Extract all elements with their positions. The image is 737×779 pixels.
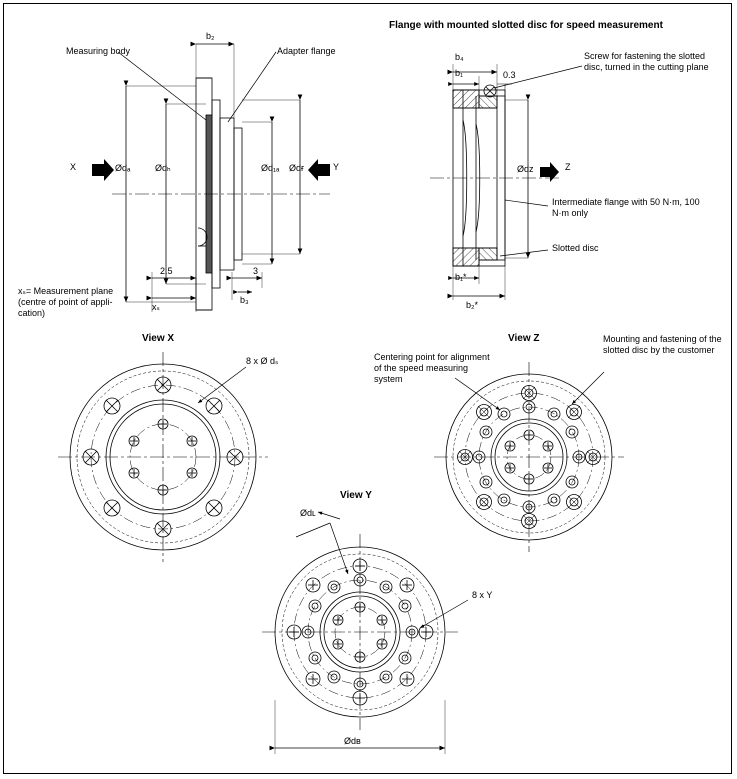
view-x-title: View X <box>142 333 175 344</box>
dim-2-5: 2.5 <box>160 266 173 276</box>
dim-0-3: 0.3 <box>503 70 516 80</box>
dim-b1-star: b₁* <box>455 272 467 282</box>
note-mounting-fastening: Mounting and fastening of the slotted disc by the customer <box>603 334 722 355</box>
dim-3: 3 <box>253 266 259 276</box>
dim-b3: b₃ <box>240 295 249 305</box>
dim-dz: Ødᴢ <box>517 164 534 174</box>
note-measurement-plane: xₛ= Measurement plane (centre of point of appli- cation) <box>18 286 114 318</box>
label-arrow-z: Z <box>565 162 571 172</box>
label-8x-ds: 8 x Ø dₛ <box>246 356 279 366</box>
dim-d1a: Ød₁ₐ <box>261 163 280 173</box>
label-8x-y: 8 x Y <box>472 590 493 600</box>
view-y-title: View Y <box>340 490 372 501</box>
label-arrow-x: X <box>70 162 77 172</box>
note-intermediate-flange: Intermediate flange with 50 N·m, 100 N·m only <box>552 197 700 218</box>
dim-dB: Ødв <box>344 736 361 746</box>
note-centering-point: Centering point for alignment of the speed measuring system <box>374 352 490 384</box>
dim-b2-star: b₂* <box>466 300 479 310</box>
dim-dA: Ødₐ <box>115 163 131 173</box>
note-slotted-disc: Slotted disc <box>552 243 599 253</box>
dim-b4: b₄ <box>455 52 464 62</box>
dim-dF: Ødғ <box>289 163 305 173</box>
label-adapter-flange: Adapter flange <box>277 46 336 56</box>
dim-dL: Ødʟ <box>300 508 316 518</box>
dim-b1: b₁ <box>455 68 464 78</box>
label-arrow-y: Y <box>333 162 340 172</box>
note-screw-fastening: Screw for fastening the slotted disc, turned in the cutting plane <box>584 51 709 72</box>
diagram-title: Flange with mounted slotted disc for speed measurement <box>389 20 663 31</box>
dim-dH: Ødₕ <box>155 163 171 173</box>
dim-b2: b₂ <box>206 31 215 41</box>
label-measuring-body: Measuring body <box>66 46 131 56</box>
dim-xs: xₛ <box>152 302 160 312</box>
view-z-title: View Z <box>508 333 540 344</box>
